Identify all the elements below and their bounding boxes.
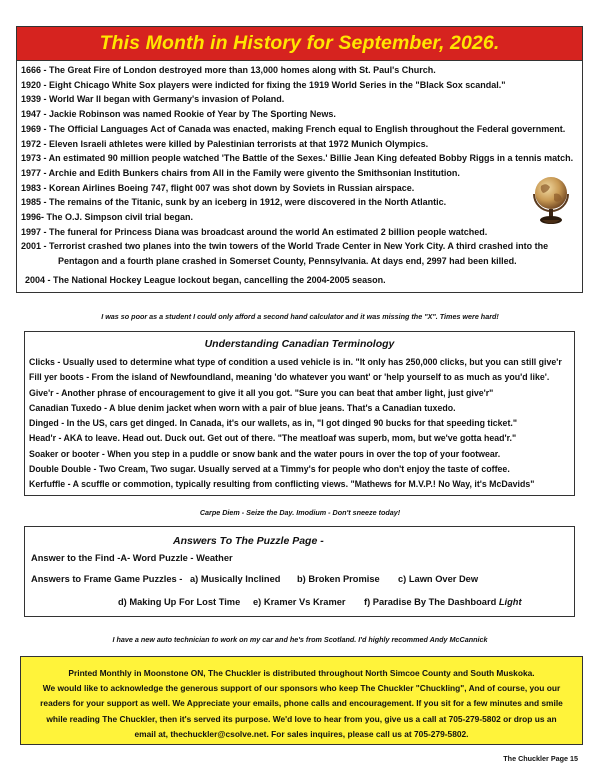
quote-mechanic: I have a new auto technician to work on my car and he's from Scotland. I'd highly recommed Andy McCannick: [112, 635, 488, 644]
frame-answer-f-text: f) Paradise By The Dashboard: [364, 597, 499, 607]
quote-carpe-diem: Carpe Diem - Seize the Day. Imodium - Don't sneeze today!: [199, 508, 401, 517]
history-event: 1969 - The Official Languages Act of Canada was enacted, making French equal to English throughout the Federal government.: [21, 123, 566, 134]
page-footer: The Chuckler Page 15: [503, 754, 578, 763]
history-event-continuation: Pentagon and a fourth plane crashed in Somerset County, Pennsylvania. At days end, 2997 had been killed.: [58, 256, 517, 267]
term-item: Clicks - Usually used to determine what type of condition a used vehicle is in. "It only has 250,000 clicks, but you can still give'r: [29, 357, 562, 367]
history-event: 1977 - Archie and Edith Bunkers chairs from All in the Family were givento the Smithsonian Institution.: [21, 167, 460, 178]
frame-answer-b: b) Broken Promise: [297, 574, 380, 584]
term-item: Head'r - AKA to leave. Head out. Duck out. Get out of there. "The meatloaf was superb, mom, but we've gotta head'r.": [29, 433, 517, 444]
frame-answer-a: a) Musically Inclined: [190, 574, 281, 584]
frame-answer-e: e) Kramer Vs Kramer: [253, 597, 346, 607]
globe-icon: [528, 172, 574, 228]
find-word-answer: Answer to the Find -A- Word Puzzle - Weather: [31, 553, 233, 563]
history-event: 2004 - The National Hockey League lockout began, cancelling the 2004-2005 season.: [25, 274, 386, 285]
publisher-info-section: [20, 656, 583, 745]
history-event: 1947 - Jackie Robinson was named Rookie of Year by The Sporting News.: [21, 109, 336, 120]
frame-answer-c: c) Lawn Over Dew: [398, 574, 479, 584]
history-event: 1939 - World War II began with Germany's invasion of Poland.: [21, 94, 285, 105]
info-line: email at, thechuckler@csolve.net. For sales inquires, please call us at 705-279-5802.: [134, 728, 469, 739]
term-item: Double Double - Two Cream, Two sugar. Usually served at a Timmy's for people who don't enjoy the taste of coffee.: [29, 464, 510, 475]
frame-game-label: Answers to Frame Game Puzzles -: [31, 574, 183, 584]
history-event: 2001 - Terrorist crashed two planes into the twin towers of the World Trade Center in New York City. A third crashed into the: [21, 241, 549, 252]
terminology-title: Understanding Canadian Terminology: [204, 338, 395, 350]
puzzle-answers-section: [24, 526, 575, 617]
quote-calculator: I was so poor as a student I could only afford a second hand calculator and it was missing the "X". Times were hard!: [101, 312, 499, 321]
history-event: 1920 - Eight Chicago White Sox players were indicted for fixing the 1919 World Series in the "Black Sox scandal.": [21, 79, 506, 90]
history-event: 1996- The O.J. Simpson civil trial began.: [21, 212, 194, 223]
term-item: Dinged - In the US, cars get dinged. In Canada, it's our wallets, as in, "I got dinged 90 bucks for that speeding ticket.": [29, 418, 517, 429]
term-item: Soaker or booter - When you step in a puddle or snow bank and the water pours in over the top of your footwear.: [29, 448, 501, 459]
history-list: [21, 63, 577, 288]
frame-answer-d: d) Making Up For Lost Time: [118, 597, 241, 607]
history-event: 1985 - The remains of the Titanic, sunk by an iceberg in 1912, were discovered in the North Atlantic.: [21, 197, 447, 208]
term-item: Kerfuffle - A scuffle or commotion, typically resulting from conflicting views. "Mathews for M.V.P.! No Way, it's McDavids": [29, 479, 535, 490]
term-item: Give'r - Another phrase of encouragement to give it all you got. "Sure you can beat that amber light, just give'r": [29, 387, 494, 398]
history-event: 1997 - The funeral for Princess Diana was broadcast around the world An estimated 2 billion people watched.: [21, 226, 488, 237]
puzzle-title: Answers To The Puzzle Page -: [173, 535, 324, 547]
history-event: 1973 - An estimated 90 million people watched 'The Battle of the Sexes.' Billie Jean King defeated Bobby Riggs in a tennis match.: [21, 153, 574, 164]
terminology-list: [29, 355, 574, 493]
info-line: We would like to acknowledge the generous support of our sponsors who keep The Chuckler "Chuckling", And of course, you our: [42, 683, 561, 694]
term-item: Canadian Tuxedo - A blue denim jacket when worn with a pair of blue jeans. That's a Canadian tuxedo.: [29, 402, 456, 413]
frame-answer-f-italic: Light: [498, 597, 522, 607]
history-banner: [17, 27, 582, 61]
history-section: [16, 26, 583, 293]
info-line: while reading The Chuckler, then it's served its purpose. We'd love to hear from you, give us a call at 705-279-5802 or drop us an: [46, 713, 557, 724]
frame-answer-f: [364, 597, 522, 607]
history-event: 1983 - Korean Airlines Boeing 747, flight 007 was shot down by Soviets in Russian airspace.: [21, 182, 415, 193]
info-line: readers for your support as well. We Appreciate your emails, phone calls and encouragement. If you sit for a few minutes and smile: [40, 698, 563, 709]
history-event: 1972 - Eleven Israeli athletes were killed by Palestinian terrorists at that 1972 Munich Olympics.: [21, 138, 429, 149]
terminology-section: [24, 331, 575, 496]
publisher-info-text: [25, 666, 578, 742]
term-item: Fill yer boots - From the island of Newfoundland, meaning 'do whatever you want' or 'help yourself to as much as you'd like'.: [29, 372, 550, 383]
history-title: This Month in History for September, 2026.: [99, 32, 500, 54]
history-event: 1666 - The Great Fire of London destroyed more than 13,000 homes along with St. Paul's Church.: [21, 65, 436, 75]
info-line: Printed Monthly in Moonstone ON, The Chuckler is distributed throughout North Simcoe County and South Muskoka.: [68, 668, 535, 678]
